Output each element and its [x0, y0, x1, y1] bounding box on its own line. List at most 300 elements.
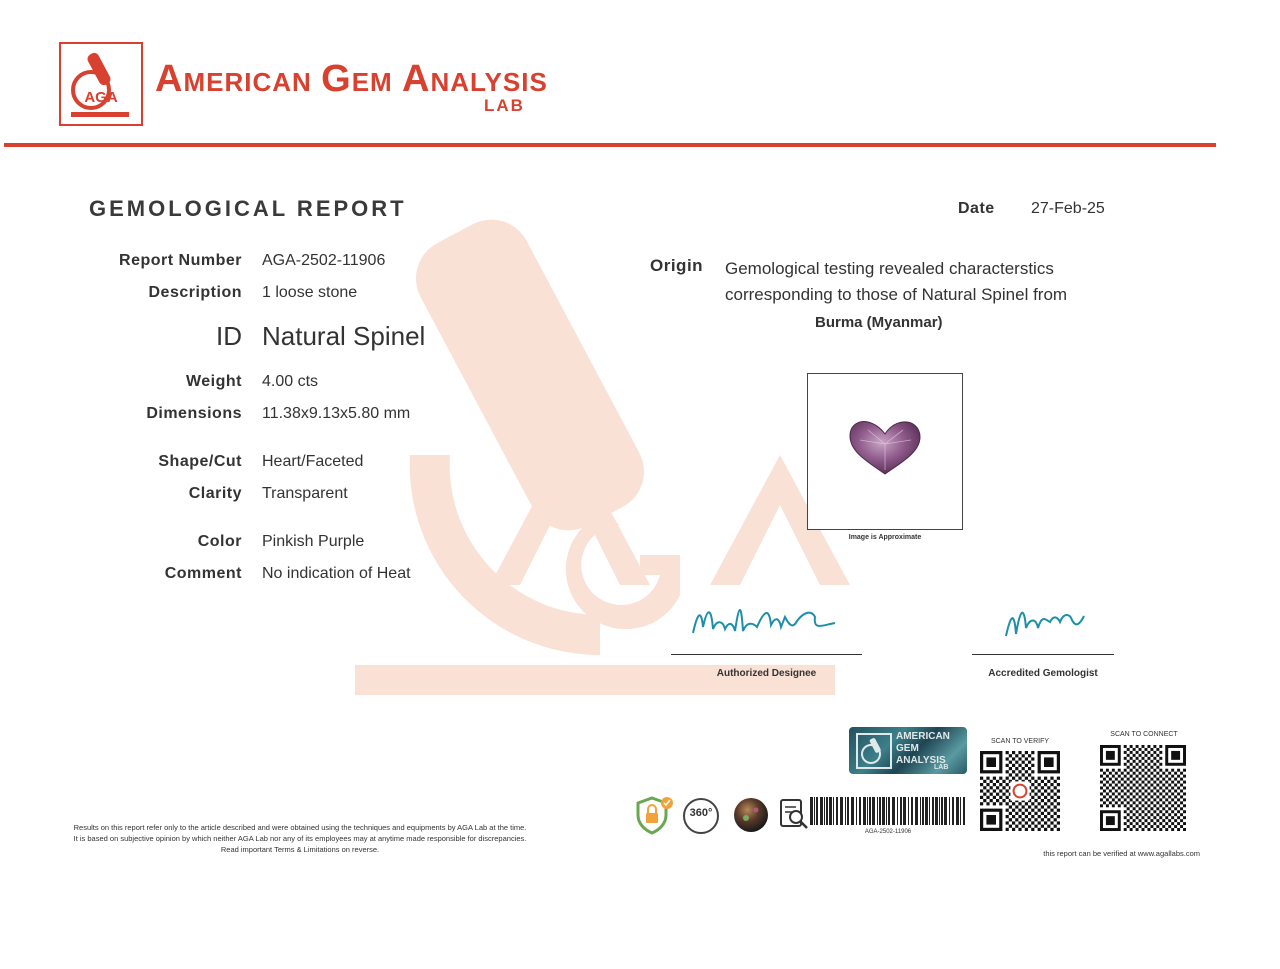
qr-module: [1159, 804, 1162, 807]
qr-module: [1124, 816, 1127, 819]
qr-module: [1006, 828, 1009, 831]
qr-module: [1142, 828, 1145, 831]
barcode-caption: AGA-2502-11906: [864, 829, 912, 835]
qr-module: [1044, 809, 1047, 812]
qr-module: [1002, 780, 1005, 783]
barcode-bar: [833, 797, 834, 825]
qr-module: [1109, 784, 1112, 787]
qr-module: [993, 783, 996, 786]
qr-module: [999, 783, 1002, 786]
qr-module: [1127, 825, 1130, 828]
qr-module: [1162, 778, 1165, 781]
qr-module: [1006, 821, 1009, 824]
qr-module: [1147, 745, 1150, 748]
qr-module: [1180, 789, 1183, 792]
qr-module: [1183, 828, 1186, 831]
verify-note: this report can be verified at www.agallabs.com: [1043, 849, 1200, 858]
qr-module: [1159, 810, 1162, 813]
qr-module: [1142, 810, 1145, 813]
qr-module: [1034, 780, 1037, 783]
badge-360-label: 360°: [689, 807, 713, 819]
connect-qr-code[interactable]: [1100, 745, 1186, 831]
barcode-bar: [922, 797, 924, 825]
barcode-bar: [836, 797, 838, 825]
qr-module: [1018, 764, 1021, 767]
qr-module: [1147, 804, 1150, 807]
qr-module: [1124, 828, 1127, 831]
aga-logo: [59, 42, 143, 126]
qr-module: [1012, 777, 1015, 780]
qr-module: [1057, 789, 1060, 792]
qr-module: [1144, 813, 1147, 816]
qr-module: [1174, 801, 1177, 804]
qr-module: [996, 793, 999, 796]
qr-module: [1147, 769, 1150, 772]
qr-module: [1012, 809, 1015, 812]
qr-module: [1139, 819, 1142, 822]
hologram-logo-icon: [856, 733, 892, 769]
qr-module: [1103, 778, 1106, 781]
qr-module: [1177, 798, 1180, 801]
qr-module: [1028, 767, 1031, 770]
qr-module: [1162, 819, 1165, 822]
qr-module: [1162, 813, 1165, 816]
qr-module: [1124, 751, 1127, 754]
qr-module: [1171, 822, 1174, 825]
qr-module: [1133, 772, 1136, 775]
qr-module: [1121, 772, 1124, 775]
qr-module: [1106, 787, 1109, 790]
qr-module: [1002, 799, 1005, 802]
qr-module: [1136, 775, 1139, 778]
qr-module: [1136, 822, 1139, 825]
origin-country: Burma (Myanmar): [815, 314, 943, 331]
gem-image-caption: Image is Approximate: [848, 534, 922, 541]
scan-verify-label: SCAN TO VERIFY: [990, 738, 1050, 745]
qr-module: [1177, 810, 1180, 813]
qr-module: [1025, 815, 1028, 818]
qr-module: [1006, 815, 1009, 818]
qr-module: [1012, 751, 1015, 754]
qr-module: [1159, 745, 1162, 748]
qr-module: [1006, 764, 1009, 767]
qr-module: [1171, 798, 1174, 801]
barcode-bar: [956, 797, 959, 825]
qr-module: [1106, 775, 1109, 778]
qr-module: [1050, 802, 1053, 805]
qr-module: [1106, 769, 1109, 772]
qr-module: [1183, 781, 1186, 784]
qr-module: [1100, 775, 1103, 778]
qr-module: [1174, 825, 1177, 828]
origin-text: Gemological testing revealed characterstics corresponding to those of Natural Spinel from: [725, 259, 1068, 304]
qr-module: [1018, 828, 1021, 831]
qr-module: [1100, 798, 1103, 801]
barcode-bar: [872, 797, 875, 825]
qr-module: [1177, 822, 1180, 825]
qr-module: [1168, 795, 1171, 798]
qr-module: [1180, 819, 1183, 822]
qr-module: [1041, 812, 1044, 815]
qr-module: [1159, 781, 1162, 784]
qr-module: [1133, 748, 1136, 751]
qr-module: [1133, 819, 1136, 822]
qr-module: [1139, 766, 1142, 769]
qr-module: [1118, 798, 1121, 801]
qr-module: [1124, 769, 1127, 772]
verify-qr-code[interactable]: [980, 751, 1060, 831]
qr-module: [1174, 795, 1177, 798]
qr-module: [1139, 801, 1142, 804]
qr-module: [1044, 815, 1047, 818]
field-value-color: Pinkish Purple: [262, 533, 365, 550]
qr-module: [1136, 781, 1139, 784]
qr-module: [1144, 825, 1147, 828]
qr-module: [1150, 778, 1153, 781]
qr-module: [1159, 757, 1162, 760]
qr-module: [1180, 801, 1183, 804]
qr-module: [1130, 769, 1133, 772]
qr-module: [1139, 748, 1142, 751]
qr-module: [1038, 828, 1041, 831]
qr-module: [986, 783, 989, 786]
qr-module: [1118, 781, 1121, 784]
qr-module: [1133, 778, 1136, 781]
hologram-text: AMERICAN GEM ANALYSIS: [896, 731, 950, 766]
qr-module: [1130, 787, 1133, 790]
barcode-bar: [892, 797, 895, 825]
qr-module: [1002, 786, 1005, 789]
qr-module: [1127, 760, 1130, 763]
qr-module: [1112, 787, 1115, 790]
qr-module: [1031, 796, 1034, 799]
qr-module: [1156, 801, 1159, 804]
qr-module: [1147, 822, 1150, 825]
qr-module: [1139, 760, 1142, 763]
qr-module: [1009, 773, 1012, 776]
qr-module: [1028, 825, 1031, 828]
qr-module: [1150, 819, 1153, 822]
qr-module: [1103, 772, 1106, 775]
qr-module: [1031, 757, 1034, 760]
qr-module: [1018, 815, 1021, 818]
qr-module: [1031, 777, 1034, 780]
qr-module: [1047, 793, 1050, 796]
barcode-bar: [915, 797, 918, 825]
qr-module: [1130, 763, 1133, 766]
qr-module: [1112, 804, 1115, 807]
qr-module: [1150, 760, 1153, 763]
qr-module: [1156, 807, 1159, 810]
qr-module: [1144, 766, 1147, 769]
qr-module: [1171, 781, 1174, 784]
qr-module: [1142, 816, 1145, 819]
signature-line-right: [972, 654, 1114, 655]
qr-module: [1106, 781, 1109, 784]
qr-module: [1124, 792, 1127, 795]
qr-module: [1015, 767, 1018, 770]
qr-module: [1180, 807, 1183, 810]
qr-module: [1171, 810, 1174, 813]
qr-module: [1183, 804, 1186, 807]
barcode-bar: [869, 797, 871, 825]
qr-finder: [1106, 816, 1115, 825]
qr-module: [1057, 815, 1060, 818]
qr-module: [1018, 821, 1021, 824]
qr-module: [1100, 769, 1103, 772]
qr-module: [1156, 778, 1159, 781]
qr-module: [1165, 810, 1168, 813]
qr-module: [1174, 807, 1177, 810]
qr-module: [1054, 799, 1057, 802]
qr-module: [1050, 821, 1053, 824]
barcode-bar: [856, 797, 857, 825]
qr-module: [1006, 809, 1009, 812]
qr-module: [986, 802, 989, 805]
qr-module: [1159, 816, 1162, 819]
qr-module: [1015, 761, 1018, 764]
qr-module: [1100, 792, 1103, 795]
qr-module: [1124, 745, 1127, 748]
qr-finder: [1106, 751, 1115, 760]
qr-module: [1162, 825, 1165, 828]
field-value-weight: 4.00 cts: [262, 373, 319, 390]
qr-module: [1112, 775, 1115, 778]
qr-module: [1022, 767, 1025, 770]
qr-finder: [986, 815, 996, 825]
qr-module: [1139, 807, 1142, 810]
barcode-icon: [808, 797, 968, 827]
qr-module: [1106, 792, 1109, 795]
origin-label: Origin: [650, 256, 704, 275]
qr-module: [1136, 769, 1139, 772]
qr-module: [1006, 783, 1009, 786]
qr-module: [1153, 822, 1156, 825]
qr-module: [1038, 789, 1041, 792]
qr-module: [1018, 751, 1021, 754]
qr-module: [1025, 777, 1028, 780]
qr-module: [1156, 819, 1159, 822]
qr-module: [1009, 761, 1012, 764]
qr-module: [1124, 775, 1127, 778]
qr-module: [1054, 812, 1057, 815]
qr-module: [1034, 799, 1037, 802]
qr-module: [1174, 789, 1177, 792]
brand-sub: LAB: [484, 96, 525, 115]
qr-module: [1171, 816, 1174, 819]
qr-module: [980, 796, 983, 799]
field-value-clarity: Transparent: [262, 485, 348, 502]
qr-module: [1127, 813, 1130, 816]
field-label-description: Description: [148, 284, 242, 301]
qr-module: [1147, 757, 1150, 760]
qr-module: [1109, 778, 1112, 781]
qr-module: [1168, 807, 1171, 810]
qr-module: [1171, 828, 1174, 831]
qr-module: [1177, 816, 1180, 819]
barcode-bar: [814, 797, 815, 825]
qr-module: [1050, 828, 1053, 831]
qr-module: [1124, 822, 1127, 825]
qr-module: [1153, 751, 1156, 754]
field-value-report-number: AGA-2502-11906: [262, 252, 386, 269]
qr-module: [1121, 801, 1124, 804]
gem-image: [807, 373, 963, 530]
qr-module: [1054, 818, 1057, 821]
barcode-bar: [851, 797, 854, 825]
qr-module: [1118, 804, 1121, 807]
qr-module: [1038, 783, 1041, 786]
qr-module: [1177, 775, 1180, 778]
qr-module: [1147, 787, 1150, 790]
qr-module: [1022, 805, 1025, 808]
qr-module: [1139, 754, 1142, 757]
qr-module: [1034, 825, 1037, 828]
qr-module: [1142, 769, 1145, 772]
qr-module: [1153, 769, 1156, 772]
qr-module: [1130, 822, 1133, 825]
qr-module: [1168, 825, 1171, 828]
qr-module: [1025, 764, 1028, 767]
field-label-weight: Weight: [185, 373, 242, 390]
qr-module: [1165, 787, 1168, 790]
qr-module: [1171, 775, 1174, 778]
qr-module: [1183, 787, 1186, 790]
qr-module: [1006, 802, 1009, 805]
qr-module: [1150, 766, 1153, 769]
qr-module: [986, 796, 989, 799]
field-value-description: 1 loose stone: [262, 284, 358, 301]
qr-module: [1057, 828, 1060, 831]
qr-module: [1156, 813, 1159, 816]
qr-module: [1180, 813, 1183, 816]
qr-module: [1180, 795, 1183, 798]
qr-module: [1054, 786, 1057, 789]
barcode-bar: [867, 797, 868, 825]
qr-module: [1115, 801, 1118, 804]
qr-module: [1136, 792, 1139, 795]
qr-module: [1180, 778, 1183, 781]
qr-module: [1130, 804, 1133, 807]
qr-module: [1124, 781, 1127, 784]
qr-module: [1136, 798, 1139, 801]
qr-module: [1025, 828, 1028, 831]
qr-module: [1050, 783, 1053, 786]
qr-module: [1054, 780, 1057, 783]
barcode-bar: [886, 797, 887, 825]
barcode-bar: [949, 797, 950, 825]
qr-module: [1127, 772, 1130, 775]
qr-module: [1153, 804, 1156, 807]
qr-module: [1115, 784, 1118, 787]
qr-module: [1150, 813, 1153, 816]
qr-module: [980, 783, 983, 786]
qr-module: [1109, 789, 1112, 792]
qr-module: [1153, 781, 1156, 784]
barcode-bar: [952, 797, 954, 825]
qr-module: [1022, 825, 1025, 828]
qr-module: [1031, 783, 1034, 786]
qr-module: [1133, 766, 1136, 769]
qr-module: [1031, 802, 1034, 805]
qr-module: [1136, 810, 1139, 813]
qr-module: [1130, 757, 1133, 760]
qr-module: [1015, 818, 1018, 821]
qr-module: [1150, 795, 1153, 798]
qr-module: [1130, 745, 1133, 748]
qr-module: [1165, 822, 1168, 825]
qr-module: [1174, 819, 1177, 822]
qr-module: [1018, 802, 1021, 805]
qr-module: [1038, 802, 1041, 805]
qr-module: [1031, 789, 1034, 792]
qr-module: [1109, 801, 1112, 804]
qr-module: [1180, 772, 1183, 775]
qr-module: [1168, 784, 1171, 787]
qr-module: [1165, 769, 1168, 772]
qr-module: [1112, 798, 1115, 801]
qr-module: [1142, 781, 1145, 784]
qr-module: [1177, 781, 1180, 784]
qr-module: [1031, 751, 1034, 754]
qr-module: [1133, 795, 1136, 798]
qr-module: [1130, 810, 1133, 813]
qr-module: [1159, 787, 1162, 790]
qr-module: [1139, 789, 1142, 792]
qr-module: [1031, 809, 1034, 812]
barcode-bar: [935, 797, 938, 825]
qr-module: [1168, 789, 1171, 792]
qr-module: [1009, 805, 1012, 808]
qr-module: [1118, 769, 1121, 772]
qr-module: [1133, 784, 1136, 787]
secure-shield-icon: [634, 795, 676, 835]
qr-module: [1025, 757, 1028, 760]
logo-text: AGA: [84, 89, 118, 106]
qr-module: [1142, 775, 1145, 778]
qr-finder: [986, 757, 996, 767]
qr-module: [1124, 810, 1127, 813]
qr-module: [1159, 792, 1162, 795]
qr-module: [1018, 809, 1021, 812]
qr-module: [1147, 751, 1150, 754]
qr-module: [1177, 769, 1180, 772]
qr-module: [996, 799, 999, 802]
barcode-bar: [963, 797, 965, 825]
qr-module: [1183, 822, 1186, 825]
qr-module: [1156, 760, 1159, 763]
qr-module: [1127, 766, 1130, 769]
qr-module: [1118, 775, 1121, 778]
qr-module: [1006, 789, 1009, 792]
qr-module: [1057, 809, 1060, 812]
qr-finder: [1044, 757, 1054, 767]
qr-module: [1150, 801, 1153, 804]
qr-module: [990, 793, 993, 796]
barcode-bar: [939, 797, 940, 825]
qr-module: [1044, 789, 1047, 792]
qr-module: [1139, 784, 1142, 787]
qr-module: [1118, 787, 1121, 790]
qr-module: [1103, 795, 1106, 798]
qr-module: [1112, 792, 1115, 795]
qr-module: [1147, 810, 1150, 813]
qr-module: [1127, 748, 1130, 751]
barcode-bar: [882, 797, 885, 825]
qr-module: [1127, 789, 1130, 792]
qr-module: [1147, 798, 1150, 801]
qr-module: [1174, 772, 1177, 775]
